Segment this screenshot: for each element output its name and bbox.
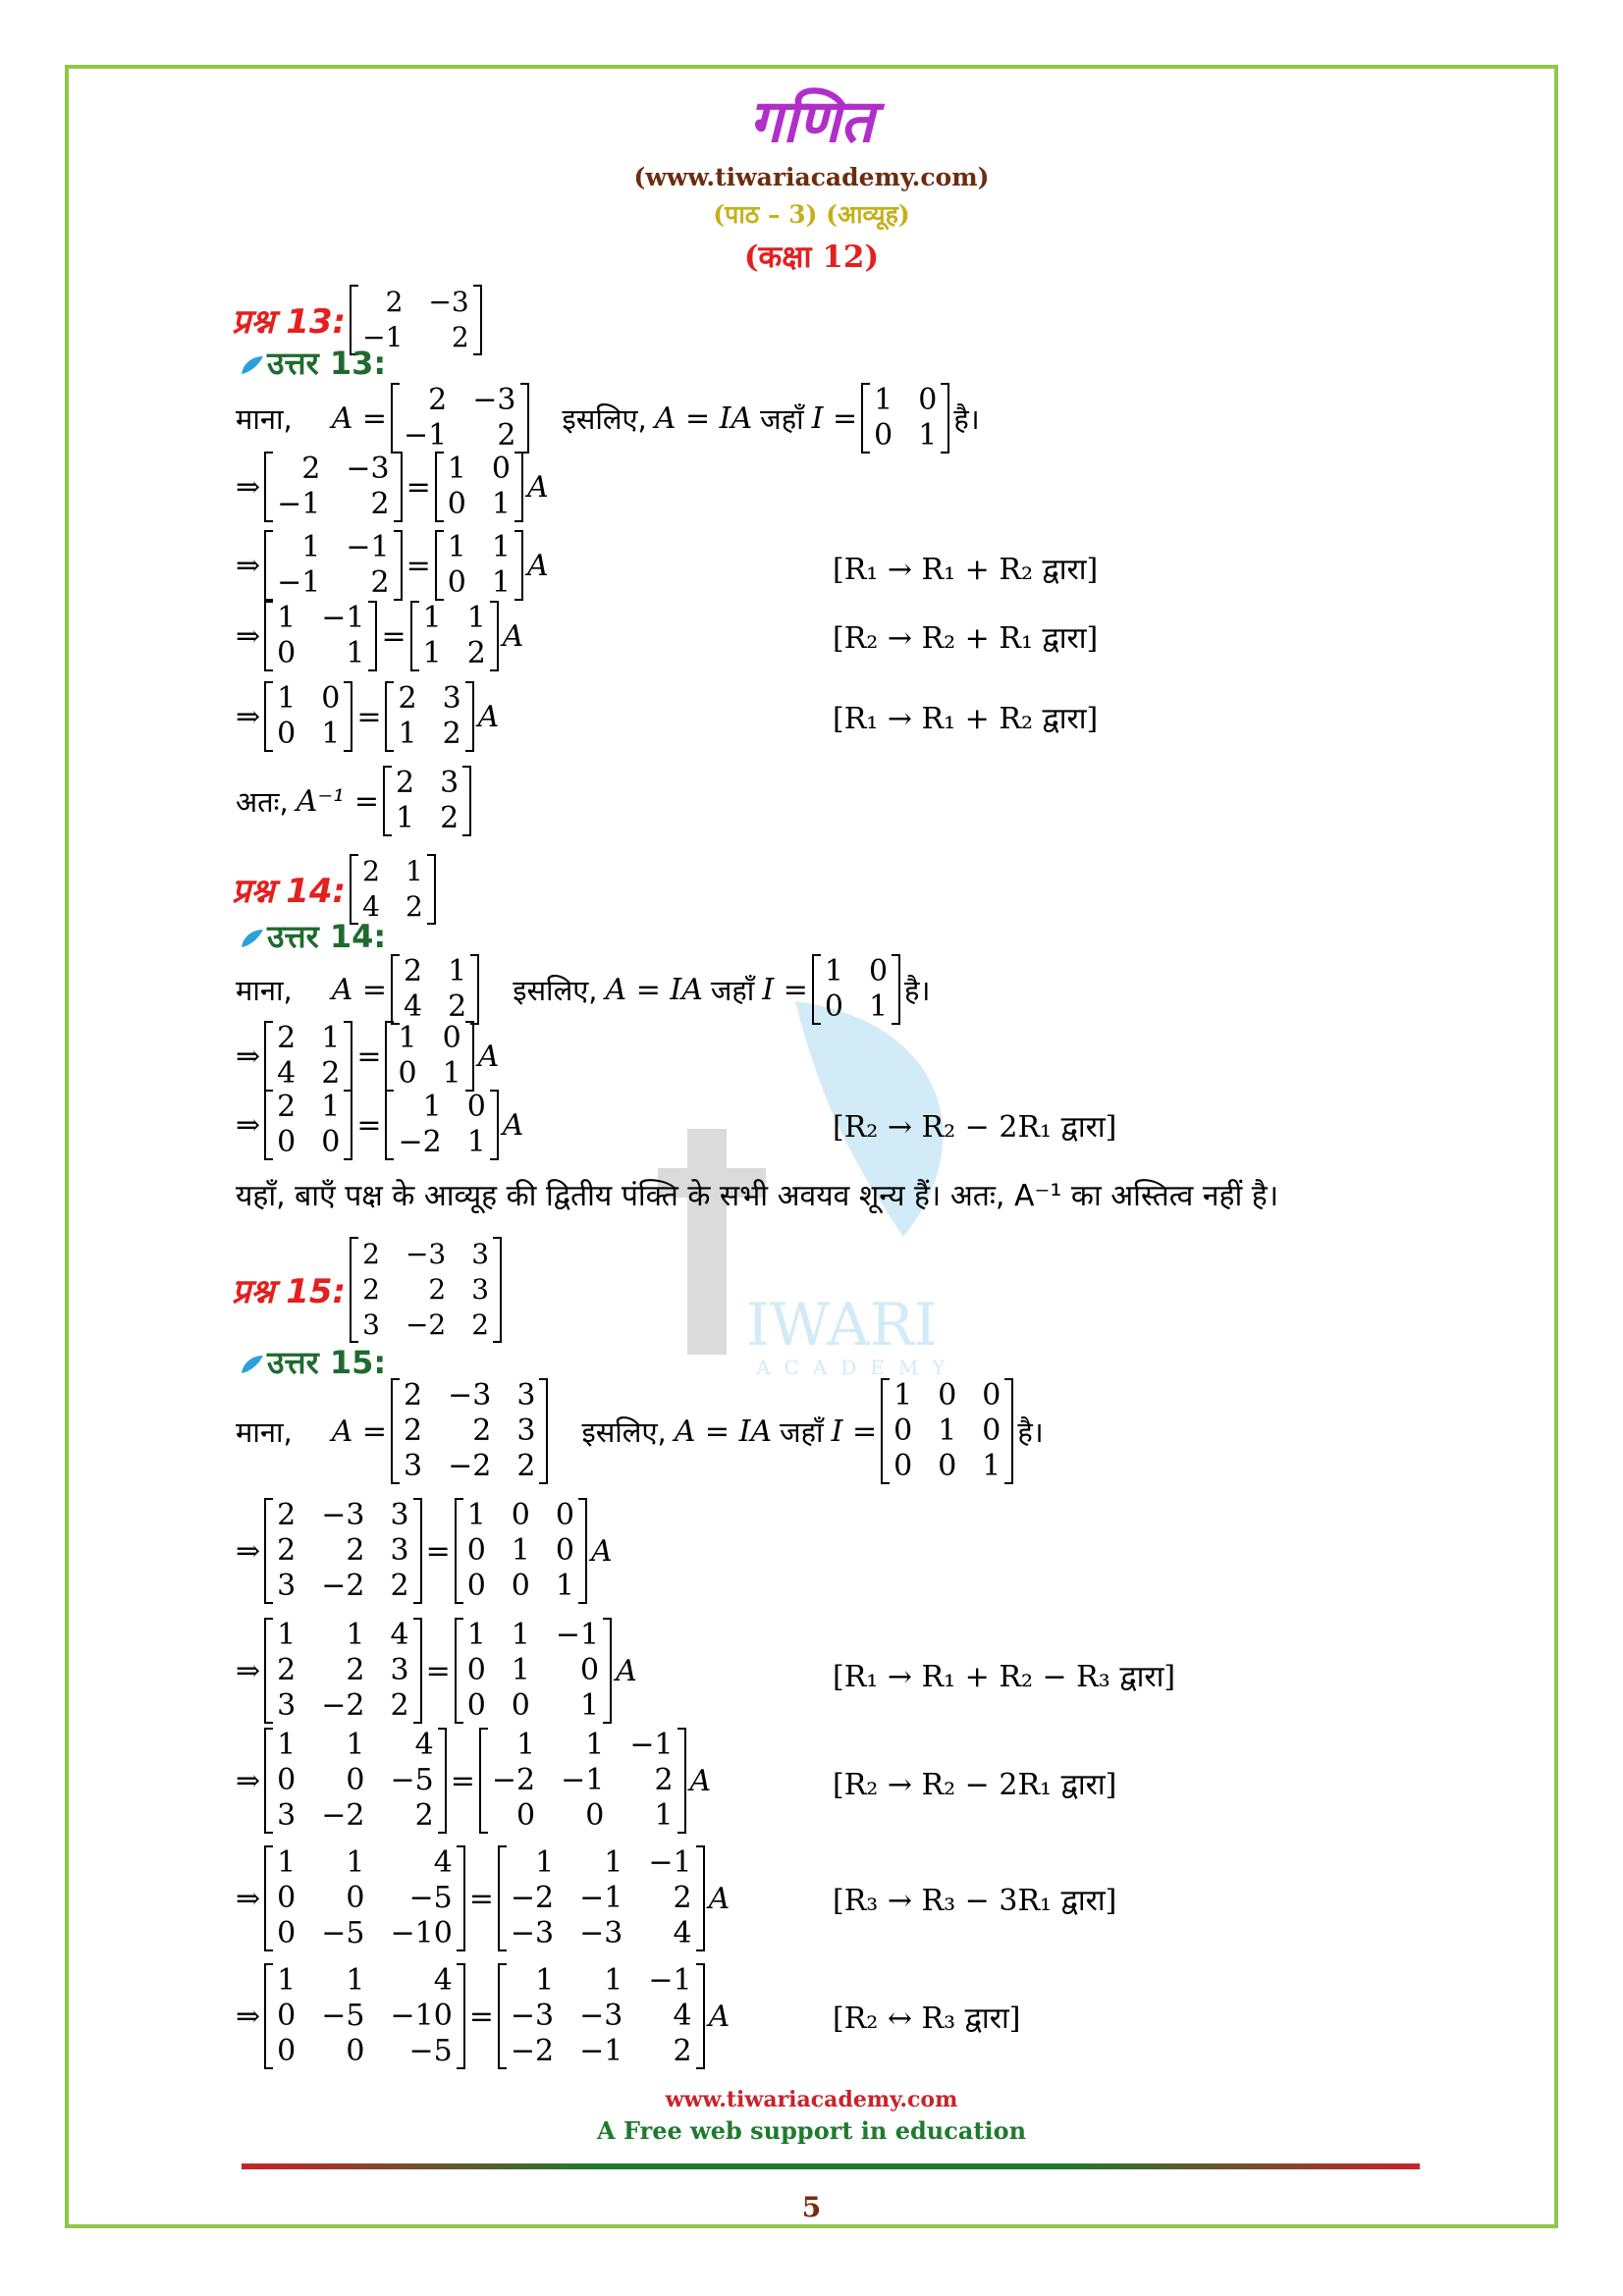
text: माना,	[236, 1415, 293, 1449]
math-text: A	[708, 1881, 730, 1916]
matrix: 2 −3 −1 2	[350, 285, 482, 355]
step	[236, 954, 930, 1025]
step	[236, 766, 475, 836]
text: है।	[1017, 1415, 1044, 1449]
text: इसलिए,	[562, 401, 647, 436]
equals: =	[356, 1039, 382, 1074]
math-text: I =	[811, 400, 858, 436]
text: जहाँ	[780, 1415, 824, 1449]
answer-15-label: उत्तर 15:	[267, 1344, 387, 1381]
arrow: ⇒	[236, 469, 261, 505]
row-op-note: [R₁ → R₁ + R₂ द्वारा]	[833, 702, 1099, 736]
equals: =	[356, 1107, 382, 1143]
row-op-note: [R₂ → R₂ − 2R₁ द्वारा]	[833, 1110, 1117, 1145]
matrix: 1 1 4 0 −5 −10 0 0 −5	[264, 1963, 465, 2069]
matrix: 1 1 −1 −3 −3 4 −2 −1 2	[498, 1963, 705, 2069]
matrix: 1 1 1 2	[410, 601, 499, 671]
matrix: 1 0 0 1	[812, 954, 900, 1025]
text: अतः,	[236, 784, 289, 819]
chapter-label: (पाठ – 3) (आव्यूह)	[713, 200, 910, 229]
matrix: 1 1 −1 −2 −1 2 0 0 1	[479, 1728, 686, 1834]
arrow: ⇒	[236, 1881, 261, 1916]
equals: =	[406, 548, 431, 583]
step	[236, 1728, 711, 1834]
text: माना,	[236, 401, 293, 436]
math-text: A	[477, 699, 500, 734]
matrix: 2 −3 3 2 2 3 3 −2 2	[264, 1498, 421, 1604]
arrow: ⇒	[236, 1107, 261, 1143]
math-text: A =	[331, 1414, 388, 1449]
answer-13-label: उत्तर 13:	[267, 345, 387, 382]
math-text: A	[590, 1533, 613, 1569]
footer-tagline: A Free web support in education	[596, 2116, 1027, 2145]
matrix: 1 0 0 1	[435, 452, 523, 522]
matrix: 1 0 0 1	[385, 1021, 473, 1092]
row-op-note: [R₁ → R₁ + R₂ − R₃ द्वारा]	[833, 1660, 1176, 1694]
row-op-note: [R₂ ↔ R₃ द्वारा]	[833, 2002, 1021, 2036]
math-text: A	[502, 618, 524, 654]
equals: =	[468, 1881, 494, 1916]
matrix: 2 −3 3 2 2 3 3 −2 2	[350, 1237, 502, 1343]
row-op-note: [R₂ → R₂ + R₁ द्वारा]	[833, 621, 1099, 656]
math-text: A = IA	[605, 972, 703, 1007]
question-15-label: प्रश्न 15:	[232, 1272, 347, 1311]
matrix: 1 0 0 0 1 0 0 0 1	[881, 1378, 1013, 1484]
conclusion-text: यहाँ, बाएँ पक्ष के आव्यूह की द्वितीय पंक्ति के सभी अवयव शून्य हैं। अतः, A⁻¹ का अस्तित्व नहीं है।	[236, 1179, 1279, 1213]
footer-url[interactable]: www.tiwariacademy.com	[665, 2087, 958, 2112]
step	[236, 681, 499, 752]
row-op-note: [R₃ → R₃ − 3R₁ द्वारा]	[833, 1884, 1117, 1918]
question-15	[232, 1237, 506, 1343]
matrix: 2 −3 3 2 2 3 3 −2 2	[391, 1378, 548, 1484]
page-number: 5	[801, 2191, 822, 2223]
matrix: 1 0 0 1	[861, 383, 949, 454]
step	[236, 1498, 613, 1604]
arrow: ⇒	[236, 548, 261, 583]
text: इसलिए,	[581, 1415, 667, 1449]
matrix: 1 1 4 2 2 3 3 −2 2	[264, 1618, 421, 1724]
matrix: 2 3 1 2	[383, 766, 471, 836]
tiwari-logo-icon	[238, 1354, 265, 1375]
equals: =	[381, 618, 406, 654]
step	[236, 1618, 637, 1724]
text: है।	[953, 401, 980, 436]
step	[236, 1021, 499, 1092]
step	[236, 601, 523, 671]
matrix: 1 1 −1 0 1 0 0 0 1	[455, 1618, 612, 1724]
math-text: A⁻¹ =	[296, 783, 379, 819]
matrix: 2 1 4 2	[264, 1021, 352, 1092]
step	[236, 452, 549, 522]
tiwari-logo-icon	[238, 354, 265, 376]
math-text: A	[526, 548, 549, 583]
answer-15-heading	[238, 1341, 386, 1383]
answer-14-heading	[238, 915, 386, 957]
math-text: A	[708, 1999, 730, 2034]
answer-13-heading	[238, 342, 386, 384]
math-text: A =	[331, 400, 388, 436]
footer-divider	[242, 2163, 1420, 2169]
arrow: ⇒	[236, 699, 261, 734]
matrix: 1 −1 −1 2	[264, 530, 402, 601]
math-text: A = IA	[654, 400, 753, 436]
answer-14-label: उत्तर 14:	[267, 918, 387, 955]
arrow: ⇒	[236, 1999, 261, 2034]
matrix: 1 0 0 0 1 0 0 0 1	[455, 1498, 587, 1604]
text: माना,	[236, 973, 293, 1007]
text: जहाँ	[710, 973, 755, 1007]
math-text: A	[689, 1763, 712, 1798]
step	[236, 1378, 1044, 1484]
equals: =	[425, 1653, 451, 1688]
site-url: (www.tiwariacademy.com)	[633, 163, 990, 191]
watermark-brand: IWARI	[746, 1291, 938, 1360]
arrow: ⇒	[236, 1763, 261, 1798]
watermark-sub: ACADEMY	[756, 1356, 959, 1379]
tiwari-logo-icon	[238, 928, 265, 949]
math-text: I =	[762, 972, 808, 1007]
matrix: 2 1 4 2	[391, 954, 479, 1025]
page-title: गणित	[749, 87, 874, 156]
arrow: ⇒	[236, 1653, 261, 1688]
matrix: 1 0 −2 1	[385, 1090, 498, 1160]
matrix: 1 0 0 1	[264, 681, 352, 752]
arrow: ⇒	[236, 1533, 261, 1569]
math-text: A	[477, 1039, 500, 1074]
equals: =	[406, 469, 431, 505]
text: इसलिए,	[513, 973, 598, 1007]
equals: =	[468, 1999, 494, 2034]
arrow: ⇒	[236, 1039, 261, 1074]
text: है।	[904, 973, 931, 1007]
matrix: 2 1 4 2	[350, 854, 436, 925]
question-14-label: प्रश्न 14:	[232, 872, 347, 911]
matrix: 2 1 0 0	[264, 1090, 352, 1160]
equals: =	[356, 699, 382, 734]
step	[236, 1090, 523, 1160]
math-text: A	[526, 469, 549, 505]
math-text: A	[616, 1653, 637, 1688]
step	[236, 1845, 730, 1951]
equals: =	[425, 1533, 451, 1569]
matrix: 1 1 0 1	[435, 530, 523, 601]
matrix: 2 −3 −1 2	[264, 452, 402, 522]
math-text: A	[502, 1107, 524, 1143]
row-op-note: [R₂ → R₂ − 2R₁ द्वारा]	[833, 1768, 1117, 1802]
step	[236, 383, 980, 454]
row-op-note: [R₁ → R₁ + R₂ द्वारा]	[833, 553, 1099, 587]
class-label: (कक्षा 12)	[743, 240, 880, 275]
arrow: ⇒	[236, 618, 261, 654]
math-text: A = IA	[674, 1414, 773, 1449]
math-text: I =	[831, 1414, 878, 1449]
matrix: 2 −3 −1 2	[391, 383, 528, 454]
matrix: 1 1 −1 −2 −1 2 −3 −3 4	[498, 1845, 705, 1951]
step	[236, 1963, 730, 2069]
matrix: 1 1 4 0 0 −5 3 −2 2	[264, 1728, 447, 1834]
matrix: 1 1 4 0 0 −5 0 −5 −10	[264, 1845, 465, 1951]
matrix: 1 −1 0 1	[264, 601, 377, 671]
question-13-label: प्रश्न 13:	[232, 302, 347, 342]
matrix: 2 3 1 2	[385, 681, 473, 752]
math-text: A =	[331, 972, 388, 1007]
text: जहाँ	[760, 401, 804, 436]
equals: =	[450, 1763, 475, 1798]
